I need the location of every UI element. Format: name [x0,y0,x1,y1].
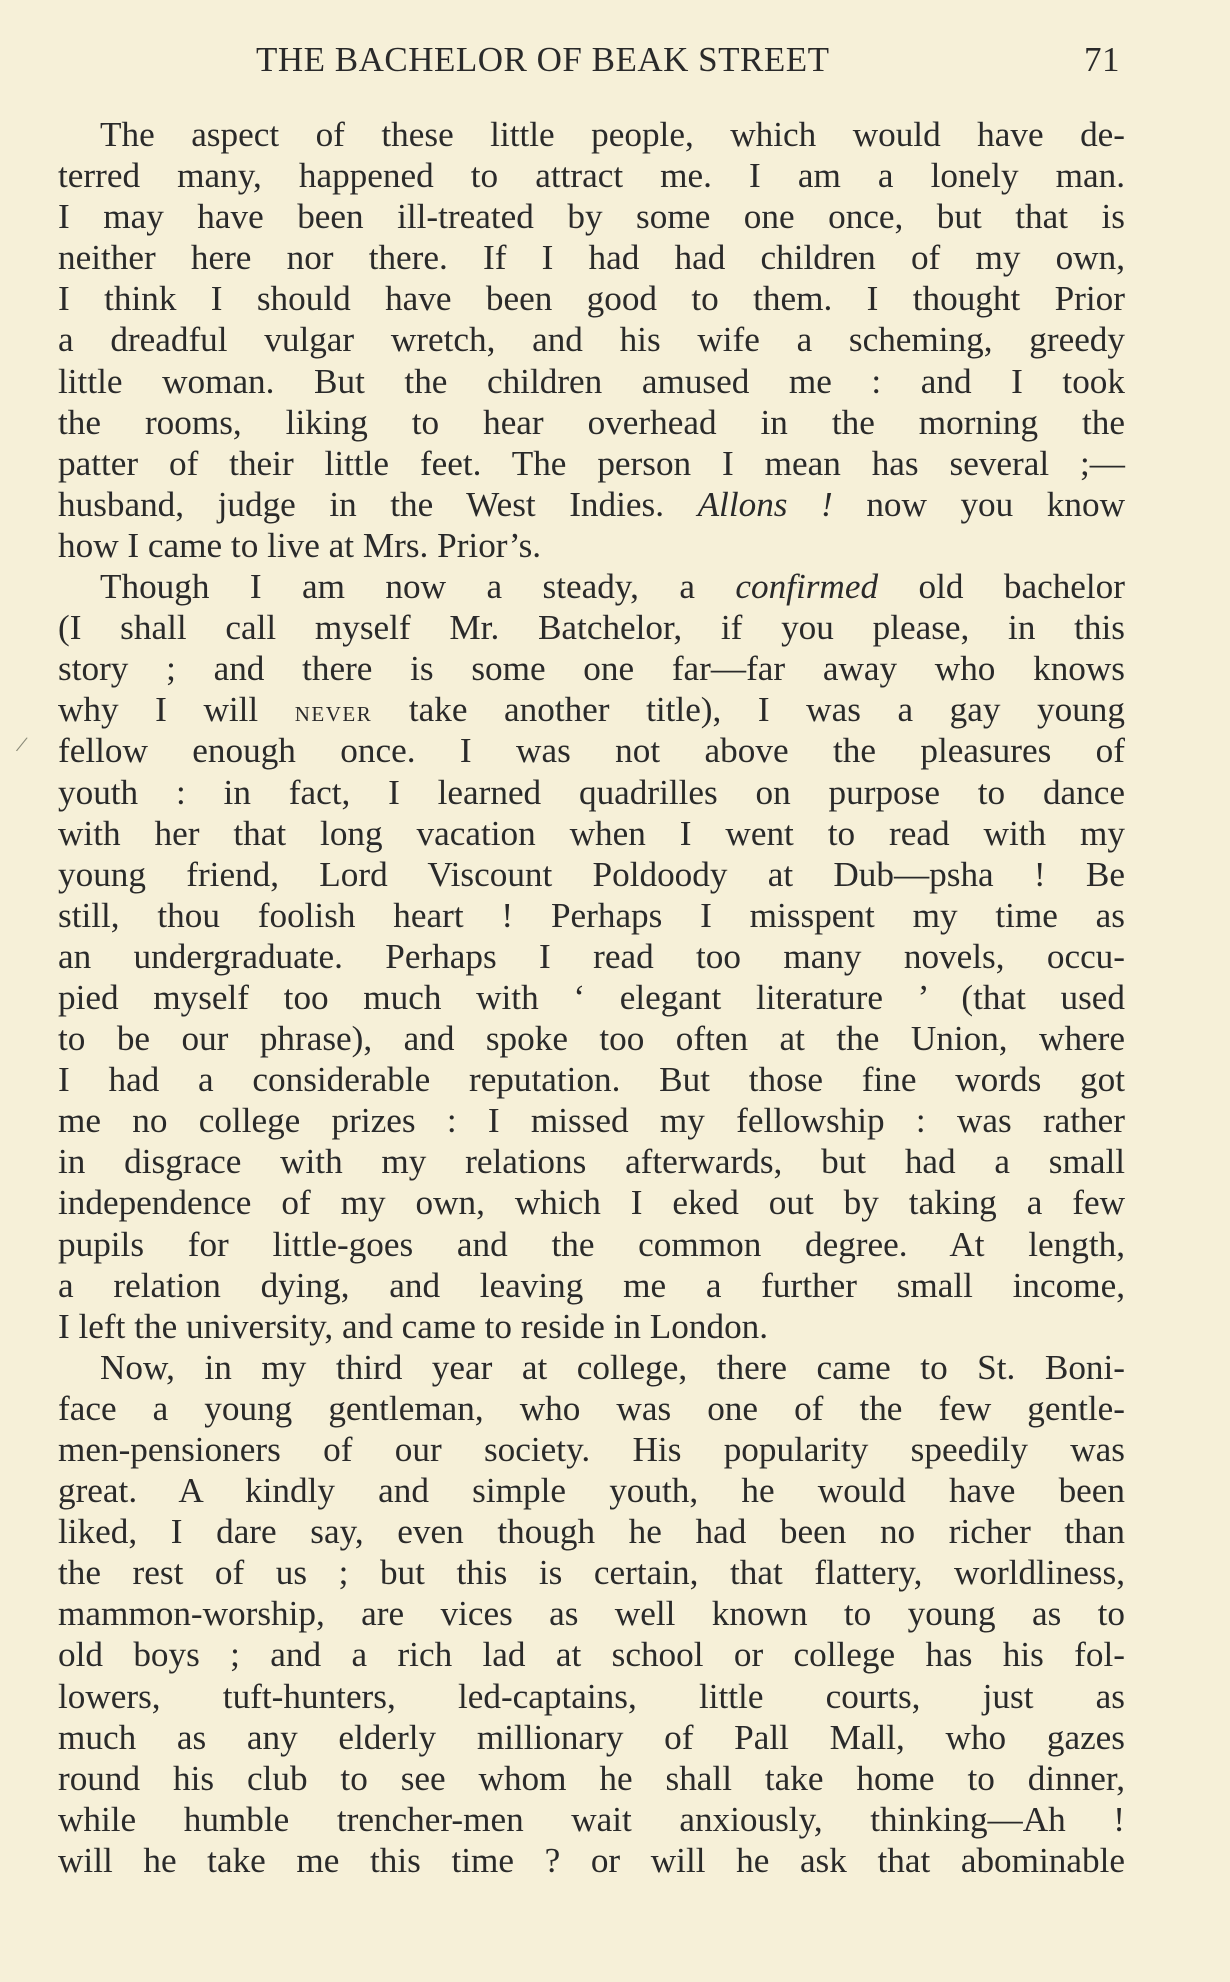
text-line [58,1717,1125,1758]
line-text: independence of my own, which I eked out by taking a few [58,1183,1125,1223]
line-text: (I shall call myself Mr. Batchelor, if you please, in this [58,608,1125,648]
text-line [58,361,1125,402]
italic-text: Allons ! [697,484,833,524]
line-text: little woman. But the children amused me : and I took [58,361,1125,401]
text-line [58,689,1125,730]
text-line [58,1799,1125,1840]
line-text: an undergraduate. Perhaps I read too many novels, occu- [58,936,1125,976]
line-text: Now, in my third year at college, there came to St. Boni- [100,1347,1125,1387]
text-line [58,607,1125,648]
text-line [58,443,1125,484]
line-text: now you know [832,484,1125,524]
text-line [58,196,1125,237]
line-text: I think I should have been good to them. I thought Prior [58,279,1125,319]
text-line [58,1511,1125,1552]
body-text [58,114,1125,1881]
text-line [58,1758,1125,1799]
line-text: round his club to see whom he shall take home to dinner, [58,1758,1125,1798]
line-text: with her that long vacation when I went to read with my [58,813,1125,853]
text-line [58,319,1125,360]
line-text: while humble trencher-men wait anxiously, thinking—Ah ! [58,1799,1125,1839]
text-line [58,772,1125,813]
text-line [58,155,1125,196]
line-text: fellow enough once. I was not above the pleasures of [58,731,1125,771]
text-line [58,895,1125,936]
text-line [58,525,1125,566]
line-text: much as any elderly millionary of Pall Mall, who gazes [58,1717,1125,1757]
text-line [58,237,1125,278]
line-text: husband, judge in the West Indies. [58,484,698,524]
line-text: will he take me this time ? or will he ask that abominable [58,1840,1125,1880]
text-line [58,1265,1125,1306]
text-line [58,1840,1125,1881]
margin-pencil-mark: / [13,731,30,759]
line-text: I had a considerable reputation. But those fine words got [58,1060,1125,1100]
line-text: I may have been ill-treated by some one once, but that is [58,197,1125,237]
line-text: old boys ; and a rich lad at school or college has his fol- [58,1635,1125,1675]
line-text: men-pensioners of our society. His popularity speedily was [58,1430,1125,1469]
text-line [58,1470,1125,1511]
line-text: The aspect of these little people, which would have de- [100,115,1125,154]
line-text: the rest of us ; but this is certain, that flattery, worldliness, [58,1553,1125,1593]
line-text: great. A kindly and simple youth, he would have been [58,1471,1125,1511]
line-text: take another title), I was a gay young [372,690,1125,730]
text-line [58,278,1125,319]
text-line [58,854,1125,895]
line-text: I left the university, and came to reside in London. [58,1306,769,1346]
line-text: me no college prizes : I missed my fellowship : was rather [58,1101,1125,1141]
line-text: mammon-worship, are vices as well known to young as to [58,1594,1125,1634]
text-line [58,1224,1125,1265]
line-text: lowers, tuft-hunters, led-captains, little courts, just as [58,1676,1125,1716]
line-text: a relation dying, and leaving me a further small income, [58,1265,1125,1305]
line-text: patter of their little feet. The person I mean has several ;— [58,443,1125,483]
text-line [58,1059,1125,1100]
text-line [58,566,1125,607]
text-line [58,1634,1125,1675]
text-line [58,1347,1125,1388]
text-line [58,1593,1125,1634]
line-text: face a young gentleman, who was one of the few gentle- [58,1388,1125,1428]
text-line [58,648,1125,689]
text-line [58,977,1125,1018]
running-title: THE BACHELOR OF BEAK STREET [256,40,830,79]
text-line [58,402,1125,443]
line-text: pupils for little-goes and the common degree. At length, [58,1224,1125,1264]
text-line [58,1552,1125,1593]
line-text: how I came to live at Mrs. Prior’s. [58,525,542,565]
text-line [58,813,1125,854]
page-header [58,40,1120,88]
text-line [58,1306,1125,1347]
text-line [58,730,1125,771]
line-text: terred many, happened to attract me. I am a lonely man. [58,156,1125,196]
text-line [58,1429,1125,1470]
line-text: story ; and there is some one far—far away who knows [58,649,1125,689]
text-line [58,1141,1125,1182]
small-caps-text: never [294,695,373,729]
line-text: still, thou foolish heart ! Perhaps I misspent my time as [58,895,1125,935]
line-text: the rooms, liking to hear overhead in the morning the [58,402,1125,442]
line-text: youth : in fact, I learned quadrilles on purpose to dance [58,772,1125,812]
line-text: young friend, Lord Viscount Poldoody at Dub—psha ! Be [58,854,1125,894]
text-line [58,1676,1125,1717]
text-line [58,936,1125,977]
line-text: a dreadful vulgar wretch, and his wife a scheming, greedy [58,320,1125,360]
page-number: 71 [1084,40,1120,79]
line-text: old bachelor [878,567,1125,607]
text-line [58,1018,1125,1059]
line-text: in disgrace with my relations afterwards, but had a small [58,1142,1125,1182]
text-line [58,1182,1125,1223]
line-text: neither here nor there. If I had had children of my own, [58,238,1125,278]
line-text: to be our phrase), and spoke too often at the Union, where [58,1019,1125,1059]
text-line [58,1388,1125,1429]
line-text: liked, I dare say, even though he had been no richer than [58,1512,1125,1552]
line-text: Though I am now a steady, a [100,567,736,607]
text-line [58,484,1125,525]
line-text: pied myself too much with ‘ elegant literature ’ (that used [58,977,1125,1017]
line-text: why I will [58,690,295,730]
italic-text: confirmed [735,567,879,607]
text-line [58,114,1125,155]
text-line [58,1100,1125,1141]
